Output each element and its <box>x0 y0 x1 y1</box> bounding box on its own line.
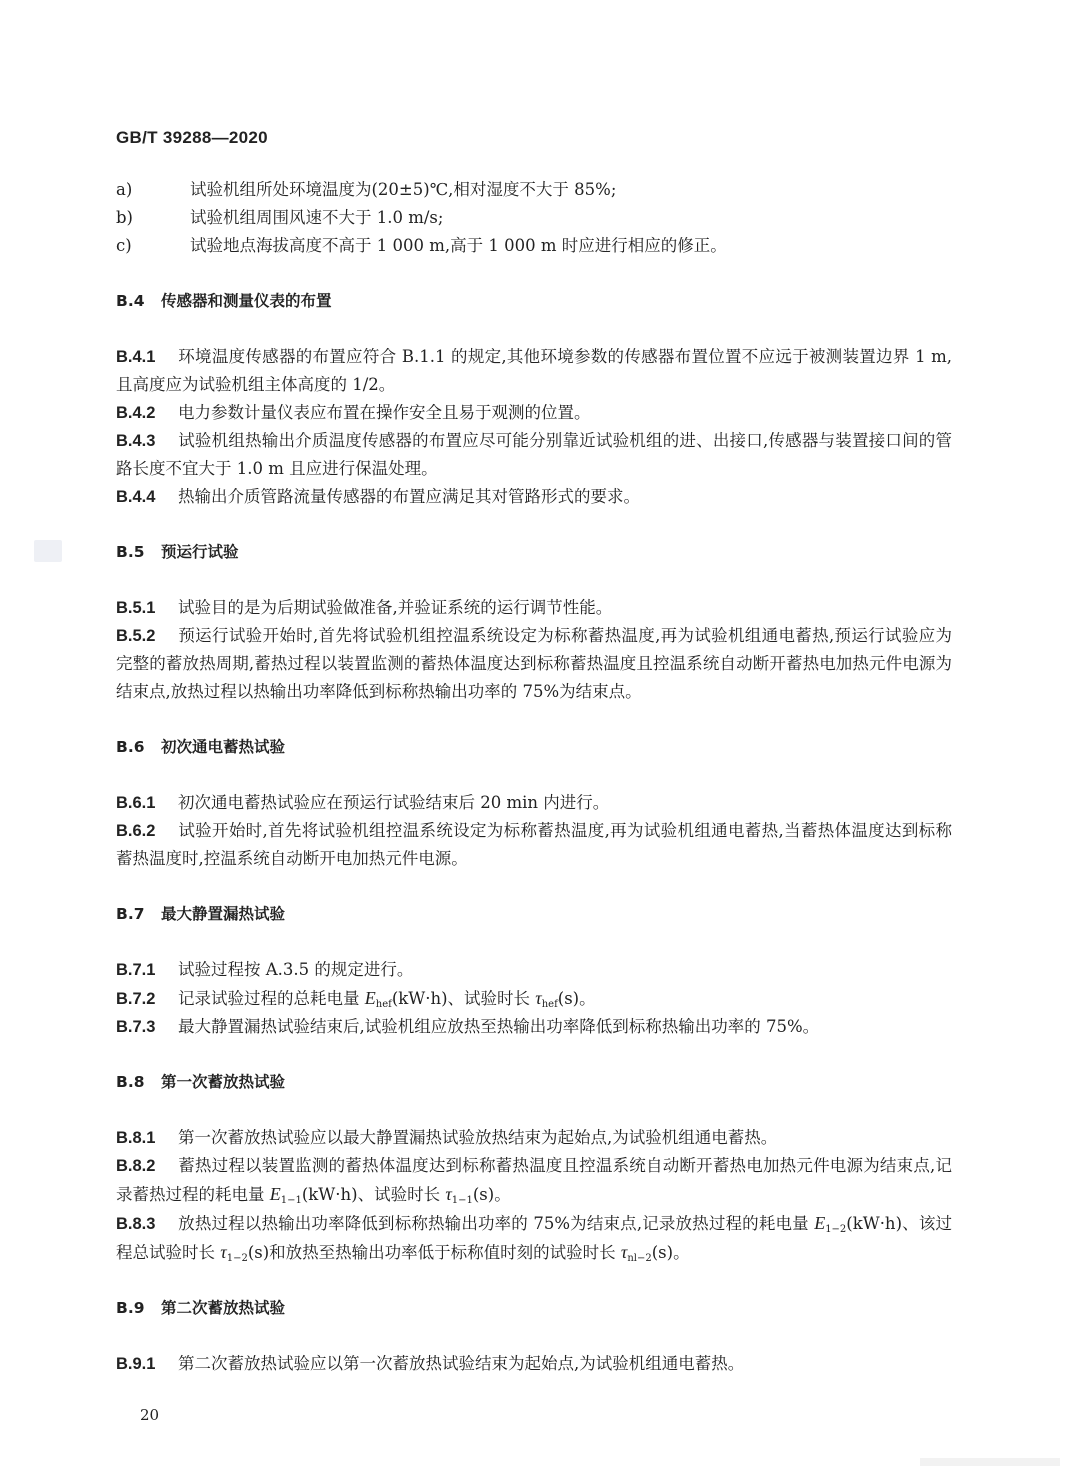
clause-text: (kW·h)、试验时长 <box>301 1185 446 1204</box>
clause-text: 预运行试验开始时,首先将试验机组控温系统设定为标称蓄热温度,再为试验机组通电蓄热,预运行试验应为完整的蓄放热周期,蓄热过程以装置监测的蓄热体温度达到标称蓄热温度且控温系统自动断开蓄热电加热元件电源为结束点,放热过程以热输出功率降低到标称热输出功率的 75%为结束点。 <box>116 626 952 701</box>
section-heading <box>116 733 952 761</box>
clause-number: B.7.3 <box>116 1018 156 1036</box>
clause-paragraph <box>116 343 952 399</box>
section-number: B.8 <box>116 1073 145 1091</box>
math-subscript: 1−1 <box>280 1195 302 1206</box>
clause-paragraph <box>116 622 952 706</box>
section-heading <box>116 287 952 315</box>
list-item-label: c) <box>116 236 132 255</box>
list-item-label: b) <box>116 208 133 227</box>
clause-number: B.4.4 <box>116 488 156 506</box>
section-number: B.5 <box>116 543 145 561</box>
clause-text: 电力参数计量仪表应布置在操作安全且易于观测的位置。 <box>178 403 591 422</box>
clause-paragraph <box>116 427 952 483</box>
clause-paragraph <box>116 984 952 1013</box>
clause-text: 放热过程以热输出功率降低到标称热输出功率的 75%为结束点,记录放热过程的耗电量 <box>178 1214 815 1233</box>
math-subscript: 1−2 <box>226 1253 248 1264</box>
clause-number: B.9.1 <box>116 1355 156 1373</box>
clause-text: 初次通电蓄热试验应在预运行试验结束后 20 min 内进行。 <box>178 793 610 812</box>
section-number: B.6 <box>116 738 145 756</box>
math-symbol: E <box>269 1184 281 1204</box>
clause-number: B.4.3 <box>116 432 156 450</box>
section-title: 第二次蓄放热试验 <box>161 1299 286 1317</box>
list-item-text: 试验机组周围风速不大于 1.0 m/s; <box>190 208 444 227</box>
section-title: 预运行试验 <box>161 543 239 561</box>
section-title: 传感器和测量仪表的布置 <box>161 292 332 310</box>
section-title: 第一次蓄放热试验 <box>161 1073 286 1091</box>
clause-text: 第二次蓄放热试验应以第一次蓄放热试验结束为起始点,为试验机组通电蓄热。 <box>178 1354 745 1373</box>
section-heading <box>116 538 952 566</box>
section-heading <box>116 1068 952 1096</box>
clause-text: (s)和放热至热输出功率低于标称值时刻的试验时长 <box>247 1243 621 1262</box>
math-subscript: hef <box>541 999 558 1010</box>
clause-paragraph <box>116 1152 952 1209</box>
clause-text: (kW·h)、该过程总试验时长 <box>116 1214 952 1262</box>
clause-number: B.5.1 <box>116 599 156 617</box>
clause-paragraph <box>116 399 952 427</box>
section-title: 最大静置漏热试验 <box>161 905 286 923</box>
clause-paragraph <box>116 817 952 873</box>
section-number: B.9 <box>116 1299 145 1317</box>
clause-text: 最大静置漏热试验结束后,试验机组应放热至热输出功率降低到标称热输出功率的 75%。 <box>178 1017 820 1036</box>
clause-paragraph <box>116 1013 952 1041</box>
clause-paragraph <box>116 594 952 622</box>
clause-number: B.7.1 <box>116 961 156 979</box>
clause-text: 试验过程按 A.3.5 的规定进行。 <box>178 960 414 979</box>
clause-paragraph <box>116 1350 952 1378</box>
clause-text: 记录试验过程的总耗电量 <box>178 989 365 1008</box>
math-subscript: 1−1 <box>451 1195 473 1206</box>
math-symbol: E <box>814 1213 826 1233</box>
clause-text: (s)。 <box>557 989 596 1008</box>
clause-text: 蓄热过程以装置监测的蓄热体温度达到标称蓄热温度且控温系统自动断开蓄热电加热元件电源为结束点,记录蓄热过程的耗电量 <box>116 1156 952 1204</box>
page-number: 20 <box>140 1406 160 1424</box>
math-subscript: hef <box>375 999 392 1010</box>
clause-number: B.7.2 <box>116 990 156 1008</box>
clause-number: B.5.2 <box>116 627 156 645</box>
sac-watermark <box>34 540 62 562</box>
clause-text: (s)。 <box>651 1243 690 1262</box>
footer-mark <box>920 1458 1060 1466</box>
clause-number: B.6.1 <box>116 794 156 812</box>
section-number: B.4 <box>116 292 145 310</box>
list-item-text: 试验机组所处环境温度为(20±5)℃,相对湿度不大于 85%; <box>190 180 617 199</box>
list-item <box>116 232 952 260</box>
math-symbol: τ <box>620 1242 628 1262</box>
clause-text: (kW·h)、试验时长 <box>391 989 536 1008</box>
clause-text: 试验目的是为后期试验做准备,并验证系统的运行调节性能。 <box>178 598 613 617</box>
clause-number: B.8.1 <box>116 1129 156 1147</box>
list-item-text: 试验地点海拔高度不高于 1 000 m,高于 1 000 m 时应进行相应的修正。 <box>190 236 727 255</box>
section-number: B.7 <box>116 905 145 923</box>
document-body <box>116 176 952 1378</box>
section-heading <box>116 1294 952 1322</box>
clause-paragraph <box>116 1209 952 1267</box>
clause-paragraph <box>116 483 952 511</box>
section-title: 初次通电蓄热试验 <box>161 738 286 756</box>
clause-paragraph <box>116 1124 952 1152</box>
clause-number: B.8.2 <box>116 1157 156 1175</box>
math-subscript: nl−2 <box>627 1253 652 1264</box>
clause-number: B.8.3 <box>116 1215 156 1233</box>
clause-paragraph <box>116 956 952 984</box>
section-heading <box>116 900 952 928</box>
clause-paragraph <box>116 789 952 817</box>
math-symbol: τ <box>445 1184 452 1204</box>
clause-number: B.6.2 <box>116 822 156 840</box>
clause-text: (s)。 <box>472 1185 511 1204</box>
clause-text: 试验机组热输出介质温度传感器的布置应尽可能分别靠近试验机组的进、出接口,传感器与装置接口间的管路长度不宜大于 1.0 m 且应进行保温处理。 <box>116 431 952 478</box>
clause-text: 环境温度传感器的布置应符合 B.1.1 的规定,其他环境参数的传感器布置位置不应远于被测装置边界 1 m,且高度应为试验机组主体高度的 1/2。 <box>116 347 952 394</box>
math-subscript: 1−2 <box>825 1224 847 1235</box>
clause-number: B.4.2 <box>116 404 156 422</box>
list-item <box>116 204 952 232</box>
standard-number-header: GB/T 39288—2020 <box>116 128 268 147</box>
list-item <box>116 176 952 204</box>
math-symbol: E <box>364 988 376 1008</box>
clause-text: 热输出介质管路流量传感器的布置应满足其对管路形式的要求。 <box>178 487 640 506</box>
clause-text: 试验开始时,首先将试验机组控温系统设定为标称蓄热温度,再为试验机组通电蓄热,当蓄热体温度达到标称蓄热温度时,控温系统自动断开电加热元件电源。 <box>116 821 952 868</box>
clause-number: B.4.1 <box>116 348 156 366</box>
list-item-label: a) <box>116 180 133 199</box>
clause-text: 第一次蓄放热试验应以最大静置漏热试验放热结束为起始点,为试验机组通电蓄热。 <box>178 1128 778 1147</box>
math-symbol: τ <box>220 1242 227 1262</box>
math-symbol: τ <box>535 988 542 1008</box>
